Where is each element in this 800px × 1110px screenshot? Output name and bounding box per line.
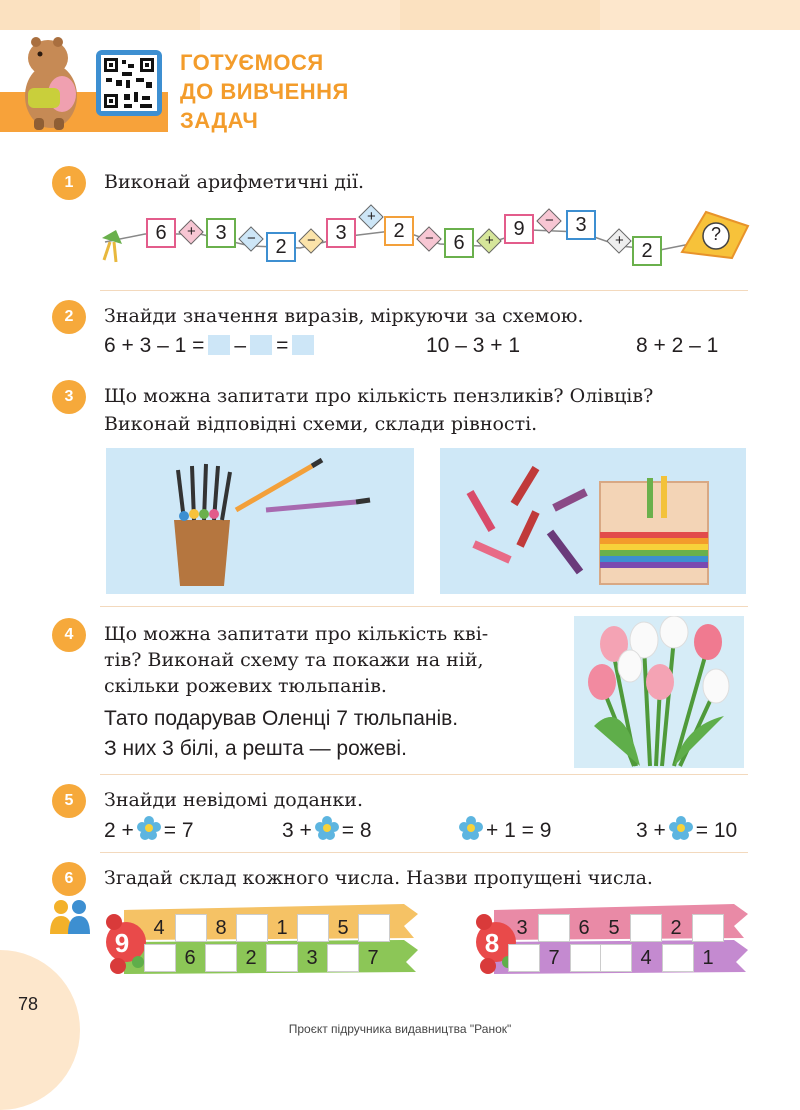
- kite-question-mark: ?: [710, 224, 721, 244]
- flower-icon[interactable]: [137, 816, 161, 840]
- chain-number-box: 2: [266, 232, 296, 262]
- ribbon-empty-cell[interactable]: [327, 944, 359, 972]
- top-bar-4: [600, 0, 800, 30]
- brushes-panel: [106, 448, 414, 594]
- pencils-illustration: [440, 448, 746, 594]
- task-5-text: Знайди невідомі доданки.: [104, 789, 364, 811]
- chain-operator: −: [298, 228, 323, 253]
- ribbon-empty-cell[interactable]: [297, 914, 329, 942]
- task-number-badge: 5: [52, 784, 86, 818]
- ribbon-empty-cell[interactable]: [538, 914, 570, 942]
- ribbon-empty-cell[interactable]: [144, 944, 176, 972]
- paint-brushes-illustration: [106, 448, 414, 594]
- ribbon-cell: 8: [215, 917, 227, 939]
- ribbon-cell: 2: [245, 947, 257, 969]
- chain-operator: +: [476, 228, 501, 253]
- chain-number-box: 2: [632, 236, 662, 266]
- ribbon-empty-cell[interactable]: [205, 944, 237, 972]
- ribbon-empty-cell[interactable]: [600, 944, 632, 972]
- separator: [100, 606, 748, 607]
- equation-2: 3 + = 8: [282, 816, 372, 843]
- chain-number-box: 2: [384, 216, 414, 246]
- answer-box[interactable]: [292, 335, 314, 355]
- chain-number-box: 3: [326, 218, 356, 248]
- chain-number-box: 6: [146, 218, 176, 248]
- ribbon-cell: 4: [153, 917, 165, 939]
- chain-operator: +: [358, 204, 383, 229]
- pair-work-icon: [48, 898, 92, 934]
- expression-scheme: 6 + 3 – 1 = – =: [104, 334, 318, 358]
- capybara-mascot-icon: [16, 32, 86, 132]
- ribbon-cell: 2: [670, 917, 682, 939]
- ribbon-cell: 1: [702, 947, 714, 969]
- task-4-story: Тато подарував Оленці 7 тюльпанів. З них 3 білі, а решта — рожеві.: [104, 707, 459, 760]
- task-3-line-1: Що можна запитати про кількість пензликів? Олівців?: [104, 385, 654, 407]
- separator: [100, 290, 748, 291]
- task-4-line-1: Що можна запитати про кількість кві-: [104, 623, 489, 645]
- equation-1: 2 + = 7: [104, 816, 194, 843]
- ribbon-empty-cell[interactable]: [570, 944, 602, 972]
- tulips-illustration: [574, 616, 744, 768]
- publisher-credit: Проєкт підручника видавництва "Ранок": [288, 1022, 512, 1036]
- ribbon-empty-cell[interactable]: [508, 944, 540, 972]
- top-bar-2: [200, 0, 400, 30]
- ribbon-empty-cell[interactable]: [175, 914, 207, 942]
- task-number-badge: 3: [52, 380, 86, 414]
- expression-2: 10 – 3 + 1: [426, 334, 520, 357]
- ribbon-empty-cell[interactable]: [236, 914, 268, 942]
- page-number: 78: [18, 994, 39, 1014]
- separator: [100, 774, 748, 775]
- ribbon-cell: 6: [184, 947, 196, 969]
- flower-icon[interactable]: [315, 816, 339, 840]
- qr-code-icon[interactable]: [96, 50, 162, 116]
- ribbon-cell: 5: [608, 917, 620, 939]
- equation-3: + 1 = 9: [456, 816, 551, 843]
- ribbon-cell: 1: [276, 917, 288, 939]
- ribbon-empty-cell[interactable]: [266, 944, 298, 972]
- tulips-panel: [574, 616, 744, 768]
- ribbon-cell: 7: [548, 947, 560, 969]
- task-3-line-2: Виконай відповідні схеми, склади рівності.: [104, 413, 538, 435]
- flower-icon[interactable]: [669, 816, 693, 840]
- ribbon-cell: 3: [306, 947, 318, 969]
- answer-box[interactable]: [208, 335, 230, 355]
- task-number-badge: 6: [52, 862, 86, 896]
- chain-number-box: 3: [206, 218, 236, 248]
- flower-icon[interactable]: [459, 816, 483, 840]
- ribbon-cell: 6: [578, 917, 590, 939]
- chain-operator: +: [606, 228, 631, 253]
- ribbon-cell: 5: [337, 917, 349, 939]
- ribbon-cell: 4: [640, 947, 652, 969]
- expression-3: 8 + 2 – 1: [636, 334, 719, 357]
- page-title: ГОТУЄМОСЯ ДО ВИВЧЕННЯ ЗАДАЧ: [180, 50, 349, 133]
- separator: [100, 852, 748, 853]
- ribbon-empty-cell[interactable]: [692, 914, 724, 942]
- equation-4: 3 + = 10: [636, 816, 737, 843]
- chain-number-box: 3: [566, 210, 596, 240]
- task-number-badge: 4: [52, 618, 86, 652]
- task-4-line-2: тів? Виконай схему та покажи на ній,: [104, 649, 484, 671]
- top-bar-1: [0, 0, 200, 30]
- task-number-badge: 2: [52, 300, 86, 334]
- ribbon-empty-cell[interactable]: [662, 944, 694, 972]
- chain-operator: −: [238, 226, 263, 251]
- ribbon-number-8: 8: [484, 928, 500, 958]
- top-bar-3: [400, 0, 600, 30]
- answer-box[interactable]: [250, 335, 272, 355]
- chain-operator: −: [416, 226, 441, 251]
- task-2-text: Знайди значення виразів, міркуючи за схемою.: [104, 305, 584, 327]
- ribbon-empty-cell[interactable]: [630, 914, 662, 942]
- ribbon-empty-cell[interactable]: [358, 914, 390, 942]
- task-6-text: Згадай склад кожного числа. Назви пропущені числа.: [104, 867, 653, 889]
- ribbon-number-9: 9: [114, 928, 130, 958]
- task-number-badge: 1: [52, 166, 86, 200]
- ribbon-cell: 3: [516, 917, 528, 939]
- ribbon-cell: 7: [367, 947, 379, 969]
- chain-operator: +: [178, 219, 203, 244]
- pencils-panel: [440, 448, 746, 594]
- task-1-text: Виконай арифметичні дії.: [104, 171, 365, 193]
- chain-number-box: 6: [444, 228, 474, 258]
- chain-number-box: 9: [504, 214, 534, 244]
- task-4-line-3: скільки рожевих тюльпанів.: [104, 675, 387, 697]
- chain-operator: −: [536, 208, 561, 233]
